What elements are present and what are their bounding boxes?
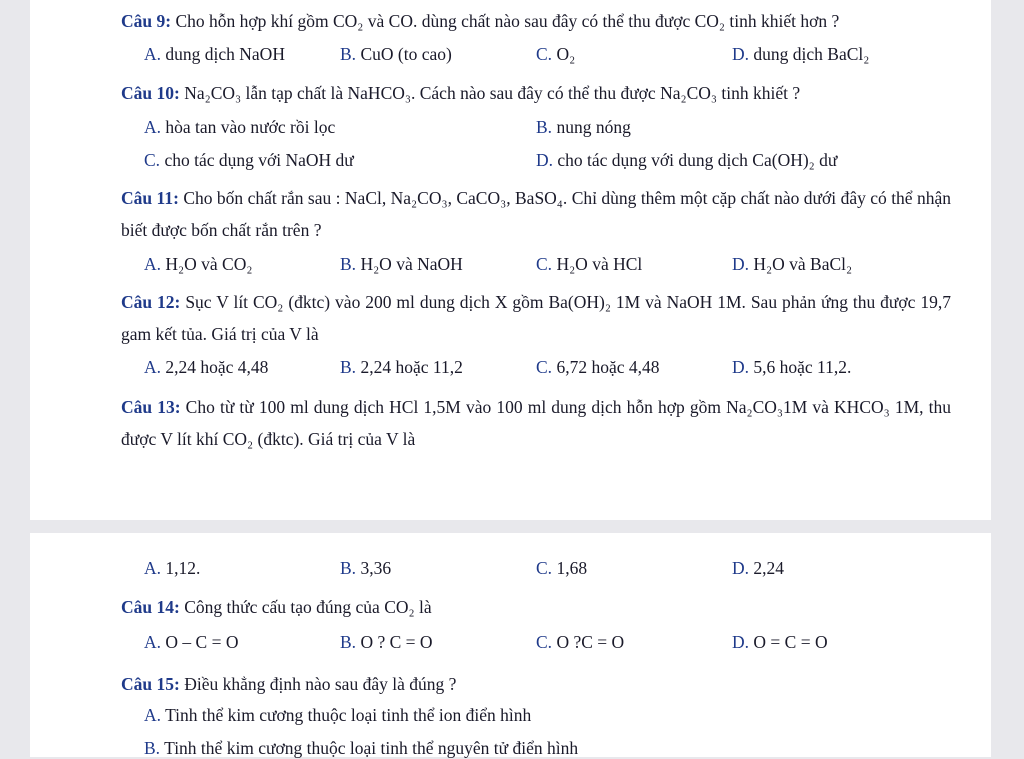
option-a: A. H₂O và CO₂ [144,254,253,274]
option-d: D. O = C = O [732,632,828,652]
question-13 [121,391,951,455]
option-b: B. 3,36 [340,558,392,578]
option-b: B. nung nóng [536,117,631,137]
question-15 [121,668,951,700]
question-text: Cho từ từ 100 ml dung dịch HCl 1,5M vào 100 ml dung dịch hỗn hợp gồm Na₂CO₃1M và KHCO₃ 1M, thu được V lít khí CO₂ (đktc). Giá trị của V là [121,397,951,449]
option-d: D. cho tác dụng với dung dịch Ca(OH)₂ dư [536,150,838,170]
question-number: Câu 9: [121,11,172,31]
question-number: Câu 15: [121,674,180,694]
question-text: Điều khẳng định nào sau đây là đúng ? [184,674,457,694]
option-b: B. H₂O và NaOH [340,254,463,274]
option-b: B. CuO (to cao) [340,44,452,64]
question-11 [121,182,951,246]
question-text: Sục V lít CO₂ (đktc) vào 200 ml dung dịch X gồm Ba(OH)₂ 1M và NaOH 1M. Sau phản ứng thu được 19,7 gam kết tủa. Giá trị của V là [121,292,951,344]
option-c: C. H₂O và HCl [536,254,643,274]
option-d: D. dung dịch BaCl₂ [732,44,870,64]
option-c: C. 6,72 hoặc 4,48 [536,357,660,377]
question-text: Công thức cấu tạo đúng của CO₂ là [184,597,432,617]
option-a: A. O – C = O [144,632,239,652]
option-a: A. 1,12. [144,558,201,578]
option-c: C. 1,68 [536,558,588,578]
option-d: D. H₂O và BaCl₂ [732,254,853,274]
option-c: C. O ?C = O [536,632,625,652]
question-10 [121,77,951,109]
option-d: D. 2,24 [732,558,785,578]
option-c: C. cho tác dụng với NaOH dư [144,150,354,170]
option-d: D. 5,6 hoặc 11,2. [732,357,852,377]
question-number: Câu 13: [121,397,181,417]
document-page-2 [30,533,991,757]
question-text: Cho hỗn hợp khí gồm CO₂ và CO. dùng chất nào sau đây có thể thu được CO₂ tinh khiết hơn ? [175,11,840,31]
option-a: A. hòa tan vào nước rồi lọc [144,117,336,137]
question-9 [121,5,951,37]
option-a: A. dung dịch NaOH [144,44,285,64]
question-number: Câu 10: [121,83,180,103]
option-a: A. 2,24 hoặc 4,48 [144,357,269,377]
question-text: Na₂CO₃ lẫn tạp chất là NaHCO₃. Cách nào sau đây có thể thu được Na₂CO₃ tinh khiết ? [184,83,801,103]
document-page-1 [30,0,991,520]
question-text: Cho bốn chất rắn sau : NaCl, Na₂CO₃, CaCO₃, BaSO₄. Chỉ dùng thêm một cặp chất nào dưới đây có thể nhận biết được bốn chất rắn trên ? [121,188,951,240]
question-number: Câu 14: [121,597,180,617]
option-c: C. O₂ [536,44,576,64]
question-14 [121,591,951,623]
option-a: A. Tinh thể kim cương thuộc loại tinh thể ion điển hình [144,705,532,725]
question-number: Câu 11: [121,188,179,208]
question-12 [121,286,951,350]
option-b: B. 2,24 hoặc 11,2 [340,357,463,377]
option-b: B. Tinh thể kim cương thuộc loại tinh thể nguyên tử điển hình [144,738,579,758]
option-b: B. O ? C = O [340,632,433,652]
question-number: Câu 12: [121,292,181,312]
